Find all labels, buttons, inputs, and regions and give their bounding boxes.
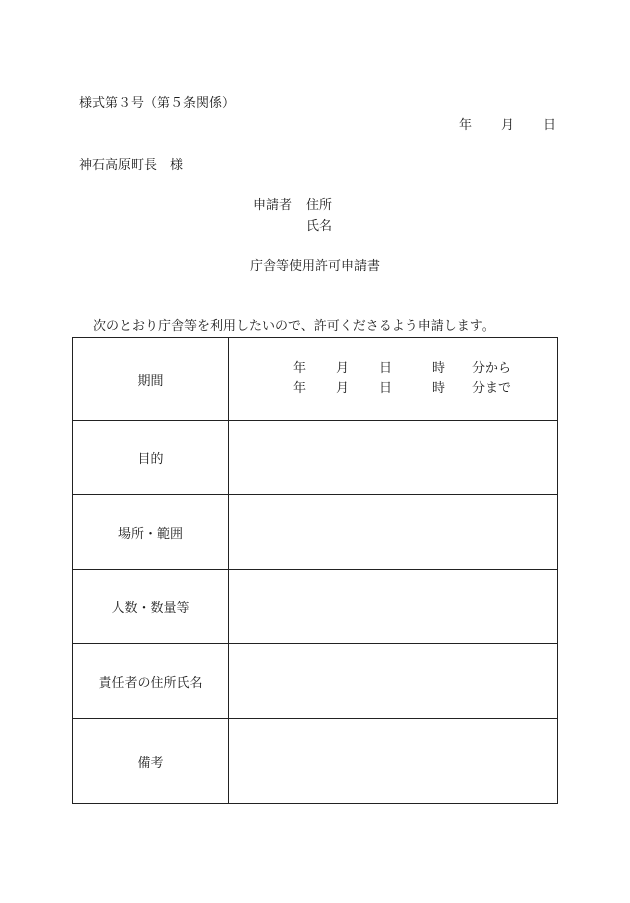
table-row-remarks <box>73 719 558 804</box>
applicant-label: 申請者 <box>253 198 293 213</box>
date-line <box>459 118 556 134</box>
purpose-field[interactable] <box>229 421 558 495</box>
period-to-line <box>293 379 557 399</box>
period-to-month: 月 <box>336 381 350 396</box>
addressee: 神石高原町長 様 <box>79 158 184 173</box>
date-year-label: 年 <box>459 118 473 133</box>
quantity-field[interactable] <box>229 570 558 644</box>
place-label: 場所・範囲 <box>73 495 229 570</box>
period-from-hour: 時 <box>432 361 446 376</box>
purpose-label: 目的 <box>73 421 229 495</box>
table-row-place <box>73 495 558 570</box>
responsible-field[interactable] <box>229 644 558 719</box>
date-day-label: 日 <box>543 118 557 133</box>
table-row-quantity <box>73 570 558 644</box>
period-field[interactable] <box>229 338 558 421</box>
period-from-month: 月 <box>336 361 350 376</box>
quantity-label: 人数・数量等 <box>73 570 229 644</box>
remarks-label: 備考 <box>73 719 229 804</box>
period-from-day: 日 <box>379 361 393 376</box>
applicant-address-label: 住所 <box>306 198 333 213</box>
period-from-year: 年 <box>293 361 307 376</box>
period-from-minute: 分から <box>472 361 512 376</box>
intro-text: 次のとおり庁舎等を利用したいので、許可くださるよう申請します。 <box>93 319 495 334</box>
place-field[interactable] <box>229 495 558 570</box>
table-row-period <box>73 338 558 421</box>
table-row-purpose <box>73 421 558 495</box>
period-to-year: 年 <box>293 381 307 396</box>
form-number: 様式第３号（第５条関係） <box>79 96 236 111</box>
document-title: 庁舎等使用許可申請書 <box>250 259 381 274</box>
period-to-minute: 分まで <box>472 381 512 396</box>
period-to-hour: 時 <box>432 381 446 396</box>
period-from-line <box>293 359 557 379</box>
application-table <box>72 337 558 804</box>
table-row-responsible <box>73 644 558 719</box>
period-label: 期間 <box>73 338 229 421</box>
remarks-field[interactable] <box>229 719 558 804</box>
applicant-name-label: 氏名 <box>306 219 333 234</box>
responsible-label: 責任者の住所氏名 <box>73 644 229 719</box>
period-to-day: 日 <box>379 381 393 396</box>
date-month-label: 月 <box>501 118 515 133</box>
